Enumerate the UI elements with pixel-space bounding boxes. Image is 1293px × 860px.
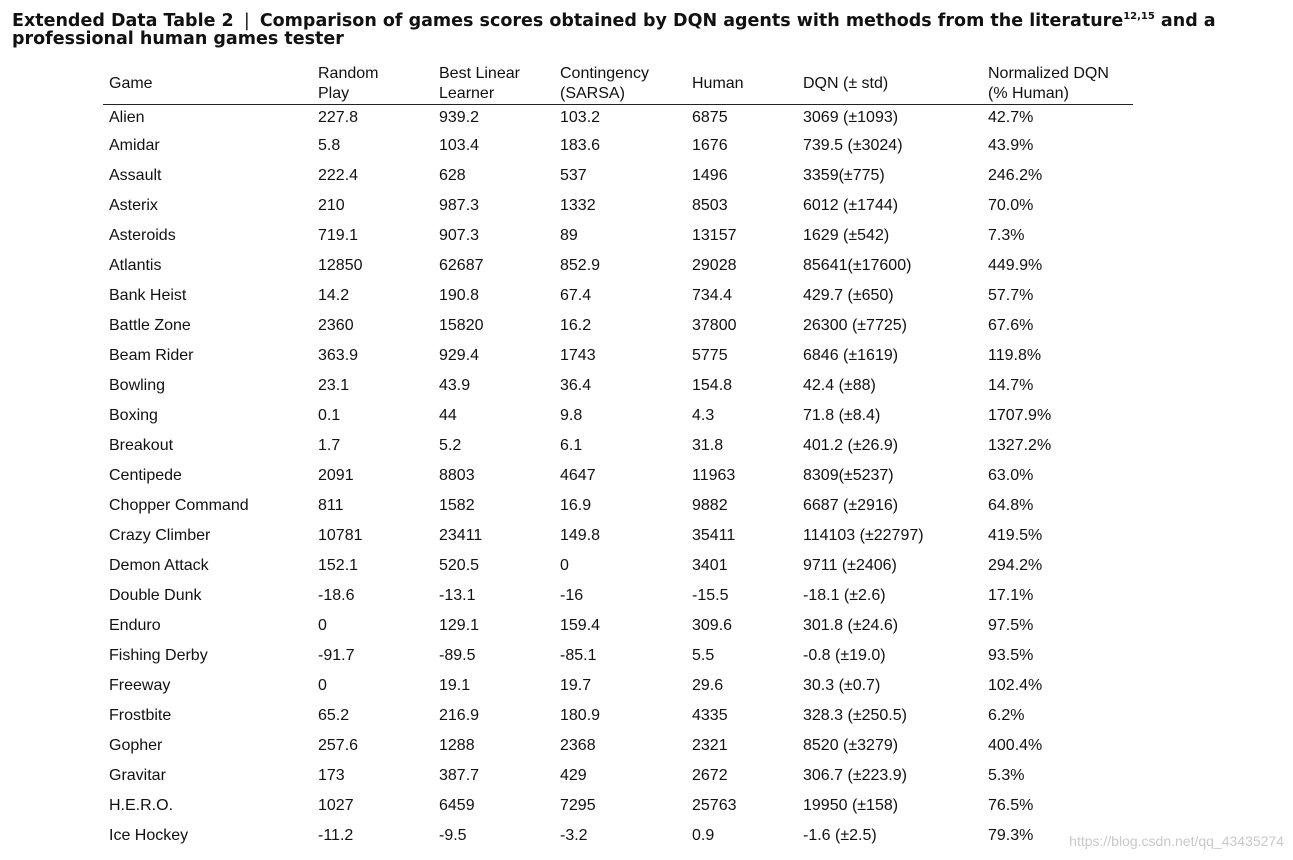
cell-random-play: 23.1 [318, 377, 350, 394]
cell-random-play: 2091 [318, 467, 354, 484]
cell-game: Alien [109, 109, 145, 126]
cell-random-play: 363.9 [318, 347, 359, 364]
cell-normalized-dqn: 419.5% [988, 527, 1043, 544]
header-random-line1: Random [318, 65, 379, 82]
cell-dqn-score: -1.6 (±2.5) [803, 827, 877, 844]
cell-human: 13157 [692, 227, 737, 244]
table-row [103, 761, 1133, 791]
cell-normalized-dqn: 6.2% [988, 707, 1025, 724]
cell-contingency-sarsa: 149.8 [560, 527, 601, 544]
cell-random-play: 2360 [318, 317, 354, 334]
cell-contingency-sarsa: 1743 [560, 347, 596, 364]
cell-dqn-score: -18.1 (±2.6) [803, 587, 886, 604]
cell-normalized-dqn: 5.3% [988, 767, 1025, 784]
table-row [103, 551, 1133, 581]
cell-game: Bowling [109, 377, 166, 394]
cell-contingency-sarsa: 7295 [560, 797, 596, 814]
cell-contingency-sarsa: 852.9 [560, 257, 601, 274]
cell-best-linear-learner: 190.8 [439, 287, 480, 304]
cell-normalized-dqn: 42.7% [988, 109, 1034, 126]
cell-dqn-score: -0.8 (±19.0) [803, 647, 886, 664]
cell-contingency-sarsa: 89 [560, 227, 578, 244]
cell-human: 734.4 [692, 287, 733, 304]
cell-random-play: 65.2 [318, 707, 350, 724]
cell-human: 3401 [692, 557, 728, 574]
cell-contingency-sarsa: 4647 [560, 467, 596, 484]
cell-dqn-score: 739.5 (±3024) [803, 137, 903, 154]
cell-random-play: 257.6 [318, 737, 359, 754]
cell-normalized-dqn: 43.9% [988, 137, 1034, 154]
table-header [103, 62, 1133, 105]
header-best-linear-learner [433, 62, 554, 105]
cell-dqn-score: 42.4 (±88) [803, 377, 876, 394]
cell-best-linear-learner: 929.4 [439, 347, 480, 364]
cell-dqn-score: 6687 (±2916) [803, 497, 899, 514]
cell-game: Battle Zone [109, 317, 191, 334]
cell-best-linear-learner: 44 [439, 407, 457, 424]
cell-normalized-dqn: 449.9% [988, 257, 1043, 274]
cell-dqn-score: 6846 (±1619) [803, 347, 899, 364]
cell-game: Enduro [109, 617, 161, 634]
table-caption [12, 12, 1272, 48]
table-row [103, 791, 1133, 821]
cell-contingency-sarsa: 16.9 [560, 497, 592, 514]
cell-contingency-sarsa: 67.4 [560, 287, 592, 304]
header-linear-line2: Learner [439, 85, 495, 102]
cell-dqn-score: 3359(±775) [803, 167, 885, 184]
table-row [103, 341, 1133, 371]
cell-human: 309.6 [692, 617, 733, 634]
cell-random-play: 5.8 [318, 137, 341, 154]
cell-human: 6875 [692, 109, 728, 126]
cell-dqn-score: 401.2 (±26.9) [803, 437, 899, 454]
cell-best-linear-learner: -89.5 [439, 647, 476, 664]
cell-random-play: 811 [318, 497, 344, 514]
cell-normalized-dqn: 102.4% [988, 677, 1043, 694]
table-row [103, 581, 1133, 611]
cell-random-play: 210 [318, 197, 345, 214]
cell-human: 8503 [692, 197, 728, 214]
scores-table [103, 62, 1133, 851]
cell-contingency-sarsa: 19.7 [560, 677, 592, 694]
cell-normalized-dqn: 57.7% [988, 287, 1034, 304]
cell-contingency-sarsa: 159.4 [560, 617, 601, 634]
header-contingency [554, 62, 686, 105]
cell-random-play: 10781 [318, 527, 363, 544]
cell-human: 2321 [692, 737, 728, 754]
header-row [103, 62, 1133, 105]
table-row [103, 281, 1133, 311]
table-row [103, 431, 1133, 461]
cell-best-linear-learner: 907.3 [439, 227, 480, 244]
cell-best-linear-learner: 628 [439, 167, 466, 184]
header-normalized-line2: (% Human) [988, 85, 1069, 102]
header-contingency-line1: Contingency [560, 65, 649, 82]
cell-game: Atlantis [109, 257, 162, 274]
cell-best-linear-learner: 5.2 [439, 437, 462, 454]
cell-random-play: -91.7 [318, 647, 355, 664]
table-row [103, 491, 1133, 521]
cell-dqn-score: 8520 (±3279) [803, 737, 899, 754]
cell-game: Freeway [109, 677, 171, 694]
cell-human: 29.6 [692, 677, 724, 694]
cell-normalized-dqn: 17.1% [988, 587, 1034, 604]
cell-normalized-dqn: 119.8% [988, 347, 1042, 364]
caption-separator: | [243, 11, 250, 31]
cell-human: 11963 [692, 467, 736, 484]
cell-game: Frostbite [109, 707, 172, 724]
cell-dqn-score: 328.3 (±250.5) [803, 707, 907, 724]
cell-contingency-sarsa: 9.8 [560, 407, 583, 424]
cell-best-linear-learner: 6459 [439, 797, 475, 814]
header-random-line2: Play [318, 85, 350, 102]
cell-normalized-dqn: 400.4% [988, 737, 1043, 754]
cell-dqn-score: 6012 (±1744) [803, 197, 899, 214]
caption-text: Comparison of games scores obtained by DQN agents with methods from the literature [259, 11, 1124, 31]
cell-contingency-sarsa: -16 [560, 587, 584, 604]
cell-best-linear-learner: 43.9 [439, 377, 471, 394]
cell-game: Centipede [109, 467, 182, 484]
cell-normalized-dqn: 7.3% [988, 227, 1025, 244]
header-dqn [797, 62, 982, 105]
cell-game: Amidar [109, 137, 160, 154]
cell-human: 1496 [692, 167, 728, 184]
cell-game: Beam Rider [109, 347, 194, 364]
caption-text-continued: and a professional human games tester [12, 11, 1216, 49]
cell-contingency-sarsa: 16.2 [560, 317, 592, 334]
cell-dqn-score: 9711 (±2406) [803, 557, 897, 574]
table-row [103, 221, 1133, 251]
cell-random-play: 1.7 [318, 437, 341, 454]
cell-normalized-dqn: 93.5% [988, 647, 1034, 664]
cell-best-linear-learner: 23411 [439, 527, 483, 544]
header-game [103, 62, 312, 105]
table-row [103, 701, 1133, 731]
cell-normalized-dqn: 14.7% [988, 377, 1034, 394]
cell-human: 0.9 [692, 827, 715, 844]
cell-normalized-dqn: 294.2% [988, 557, 1043, 574]
cell-best-linear-learner: 103.4 [439, 137, 480, 154]
cell-game: Double Dunk [109, 587, 202, 604]
table-row [103, 311, 1133, 341]
cell-random-play: 152.1 [318, 557, 359, 574]
cell-game: Asteroids [109, 227, 176, 244]
header-contingency-line2: (SARSA) [560, 85, 625, 102]
header-human [686, 62, 797, 105]
table-row [103, 401, 1133, 431]
cell-normalized-dqn: 1707.9% [988, 407, 1052, 424]
cell-best-linear-learner: 987.3 [439, 197, 480, 214]
cell-best-linear-learner: 8803 [439, 467, 475, 484]
caption-label: Extended Data Table 2 [12, 11, 234, 31]
cell-human: 37800 [692, 317, 737, 334]
cell-best-linear-learner: 520.5 [439, 557, 480, 574]
table-body [103, 105, 1133, 852]
cell-human: 4335 [692, 707, 728, 724]
cell-normalized-dqn: 64.8% [988, 497, 1034, 514]
cell-game: Demon Attack [109, 557, 209, 574]
header-dqn-label: DQN (± std) [803, 75, 889, 92]
cell-dqn-score: 26300 (±7725) [803, 317, 907, 334]
cell-game: Breakout [109, 437, 174, 454]
header-random-play [312, 62, 433, 105]
cell-dqn-score: 1629 (±542) [803, 227, 890, 244]
cell-human: 2672 [692, 767, 728, 784]
cell-human: 154.8 [692, 377, 733, 394]
header-normalized-dqn [982, 62, 1133, 105]
cell-game: Crazy Climber [109, 527, 211, 544]
table-row [103, 461, 1133, 491]
table-row [103, 731, 1133, 761]
cell-normalized-dqn: 63.0% [988, 467, 1034, 484]
table-row [103, 161, 1133, 191]
cell-contingency-sarsa: 1332 [560, 197, 596, 214]
cell-random-play: 12850 [318, 257, 363, 274]
cell-human: 1676 [692, 137, 728, 154]
cell-random-play: -11.2 [318, 827, 354, 844]
header-linear-line1: Best Linear [439, 65, 520, 82]
cell-contingency-sarsa: 103.2 [560, 109, 601, 126]
cell-best-linear-learner: 129.1 [439, 617, 480, 634]
cell-game: H.E.R.O. [109, 797, 174, 814]
cell-contingency-sarsa: 36.4 [560, 377, 592, 394]
cell-human: 5.5 [692, 647, 715, 664]
cell-dqn-score: 114103 (±22797) [803, 527, 924, 544]
cell-best-linear-learner: 939.2 [439, 109, 480, 126]
cell-dqn-score: 30.3 (±0.7) [803, 677, 881, 694]
cell-contingency-sarsa: 6.1 [560, 437, 583, 454]
cell-dqn-score: 301.8 (±24.6) [803, 617, 899, 634]
table-row [103, 521, 1133, 551]
table-row [103, 611, 1133, 641]
cell-normalized-dqn: 70.0% [988, 197, 1034, 214]
cell-dqn-score: 19950 (±158) [803, 797, 899, 814]
cell-human: 9882 [692, 497, 728, 514]
table-row [103, 251, 1133, 281]
cell-dqn-score: 85641(±17600) [803, 257, 912, 274]
cell-random-play: 227.8 [318, 109, 359, 126]
cell-dqn-score: 8309(±5237) [803, 467, 894, 484]
cell-dqn-score: 3069 (±1093) [803, 109, 899, 126]
cell-random-play: -18.6 [318, 587, 355, 604]
cell-best-linear-learner: 387.7 [439, 767, 480, 784]
header-normalized-line1: Normalized DQN [988, 65, 1109, 82]
cell-dqn-score: 429.7 (±650) [803, 287, 894, 304]
cell-best-linear-learner: 216.9 [439, 707, 480, 724]
cell-human: 31.8 [692, 437, 724, 454]
cell-game: Boxing [109, 407, 158, 424]
table-row [103, 821, 1133, 851]
cell-human: 5775 [692, 347, 728, 364]
cell-game: Asterix [109, 197, 158, 214]
cell-random-play: 0 [318, 677, 327, 694]
cell-best-linear-learner: 1582 [439, 497, 475, 514]
cell-random-play: 0 [318, 617, 327, 634]
cell-game: Chopper Command [109, 497, 249, 514]
cell-game: Ice Hockey [109, 827, 189, 844]
cell-random-play: 719.1 [318, 227, 359, 244]
cell-best-linear-learner: -9.5 [439, 827, 467, 844]
cell-human: 25763 [692, 797, 737, 814]
cell-normalized-dqn: 67.6% [988, 317, 1034, 334]
cell-best-linear-learner: 1288 [439, 737, 475, 754]
cell-human: 4.3 [692, 407, 715, 424]
cell-game: Fishing Derby [109, 647, 208, 664]
cell-dqn-score: 306.7 (±223.9) [803, 767, 907, 784]
cell-contingency-sarsa: 2368 [560, 737, 596, 754]
table-row [103, 641, 1133, 671]
cell-best-linear-learner: 19.1 [439, 677, 471, 694]
cell-contingency-sarsa: -3.2 [560, 827, 588, 844]
cell-random-play: 173 [318, 767, 345, 784]
cell-human: 29028 [692, 257, 737, 274]
cell-game: Bank Heist [109, 287, 187, 304]
cell-game: Gravitar [109, 767, 166, 784]
cell-contingency-sarsa: 180.9 [560, 707, 601, 724]
cell-random-play: 1027 [318, 797, 354, 814]
cell-best-linear-learner: 15820 [439, 317, 484, 334]
cell-contingency-sarsa: 0 [560, 557, 569, 574]
cell-game: Assault [109, 167, 162, 184]
cell-contingency-sarsa: 537 [560, 167, 587, 184]
cell-human: 35411 [692, 527, 736, 544]
table-row [103, 105, 1133, 132]
table-row [103, 671, 1133, 701]
cell-dqn-score: 71.8 (±8.4) [803, 407, 881, 424]
cell-random-play: 0.1 [318, 407, 341, 424]
table-row [103, 371, 1133, 401]
cell-game: Gopher [109, 737, 163, 754]
cell-normalized-dqn: 246.2% [988, 167, 1043, 184]
cell-normalized-dqn: 79.3% [988, 827, 1034, 844]
cell-random-play: 222.4 [318, 167, 359, 184]
cell-normalized-dqn: 76.5% [988, 797, 1034, 814]
watermark: https://blog.csdn.net/qq_43435274 [1069, 833, 1284, 849]
header-game-label: Game [109, 75, 153, 92]
cell-contingency-sarsa: -85.1 [560, 647, 597, 664]
cell-normalized-dqn: 97.5% [988, 617, 1034, 634]
table-row [103, 131, 1133, 161]
header-human-label: Human [692, 75, 744, 92]
cell-random-play: 14.2 [318, 287, 350, 304]
cell-best-linear-learner: 62687 [439, 257, 484, 274]
caption-references: 12,15 [1123, 11, 1155, 22]
table-row [103, 191, 1133, 221]
cell-normalized-dqn: 1327.2% [988, 437, 1052, 454]
cell-contingency-sarsa: 183.6 [560, 137, 601, 154]
cell-contingency-sarsa: 429 [560, 767, 587, 784]
cell-best-linear-learner: -13.1 [439, 587, 476, 604]
cell-human: -15.5 [692, 587, 729, 604]
